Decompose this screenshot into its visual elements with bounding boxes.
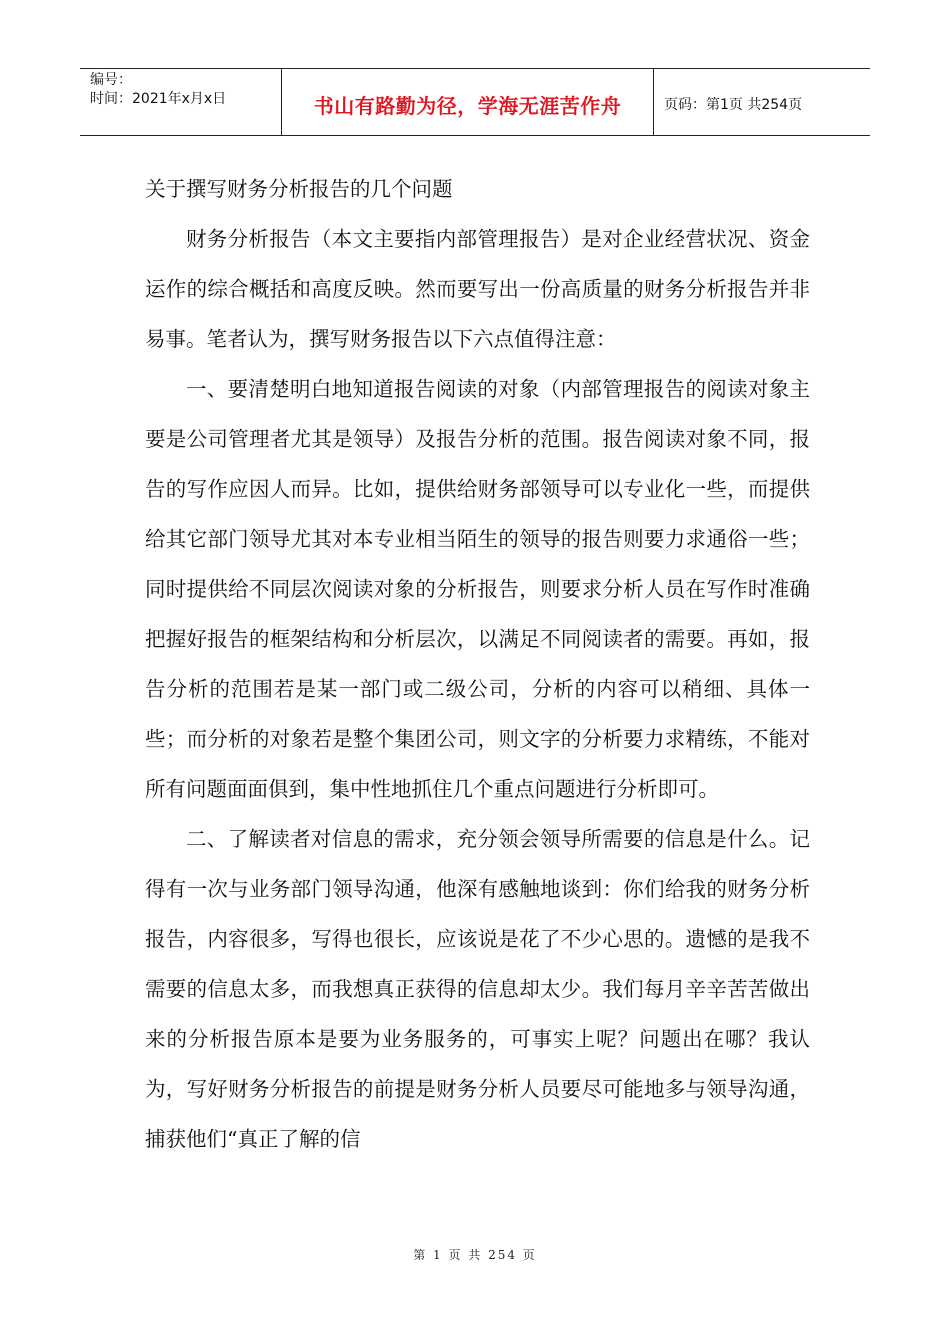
- header-motto-cell: [282, 69, 654, 135]
- header-page-info: 页码：第1页 共254页: [664, 97, 803, 113]
- paragraph-intro: 财务分析报告（本文主要指内部管理报告）是对企业经营状况、资金运作的综合概括和高度反映。然而要写出一份高质量的财务分析报告并非易事。笔者认为，撰写财务报告以下六点值得注意：: [145, 227, 810, 351]
- paragraph-point-one: 一、要清楚明白地知道报告阅读的对象（内部管理报告的阅读对象主要是公司管理者尤其是领导）及报告分析的范围。报告阅读对象不同，报告的写作应因人而异。比如，提供给财务部领导可以专业化一些，而提供给其它部门领导尤其对本专业相当陌生的领导的报告则要力求通俗一些；同时提供给不同层次阅读对象的分析报告，则要求分析人员在写作时准确把握好报告的框架结构和分析层次，以满足不同阅读者的需要。再如，报告分析的范围若是某一部门或二级公司，分析的内容可以稍细、具体一些；而分析的对象若是整个集团公司，则文字的分析要力求精练，不能对所有问题面面俱到，集中性地抓住几个重点问题进行分析即可。: [145, 377, 810, 801]
- header-left-cell: [80, 69, 282, 135]
- header-table: [80, 68, 870, 136]
- document-body: [145, 164, 810, 1164]
- document-date-label: 时间：2021年x月x日: [90, 91, 227, 107]
- document-number-label: 编号：: [90, 72, 132, 88]
- paragraph-point-two: 二、了解读者对信息的需求，充分领会领导所需要的信息是什么。记得有一次与业务部门领导沟通，他深有感触地谈到：你们给我的财务分析报告，内容很多，写得也很长，应该说是花了不少心思的。遗憾的是我不需要的信息太多，而我想真正获得的信息却太少。我们每月辛辛苦苦做出来的分析报告原本是要为业务服务的，可事实上呢？问题出在哪？我认为，写好财务分析报告的前提是财务分析人员要尽可能地多与领导沟通，捕获他们“真正了解的信: [145, 827, 810, 1151]
- header-motto: 书山有路勤为径，学海无涯苦作舟: [313, 93, 622, 118]
- header-page-cell: [654, 69, 870, 135]
- page-footer: 第 1 页 共 254 页: [413, 1248, 537, 1262]
- document-title: 关于撰写财务分析报告的几个问题: [145, 177, 453, 201]
